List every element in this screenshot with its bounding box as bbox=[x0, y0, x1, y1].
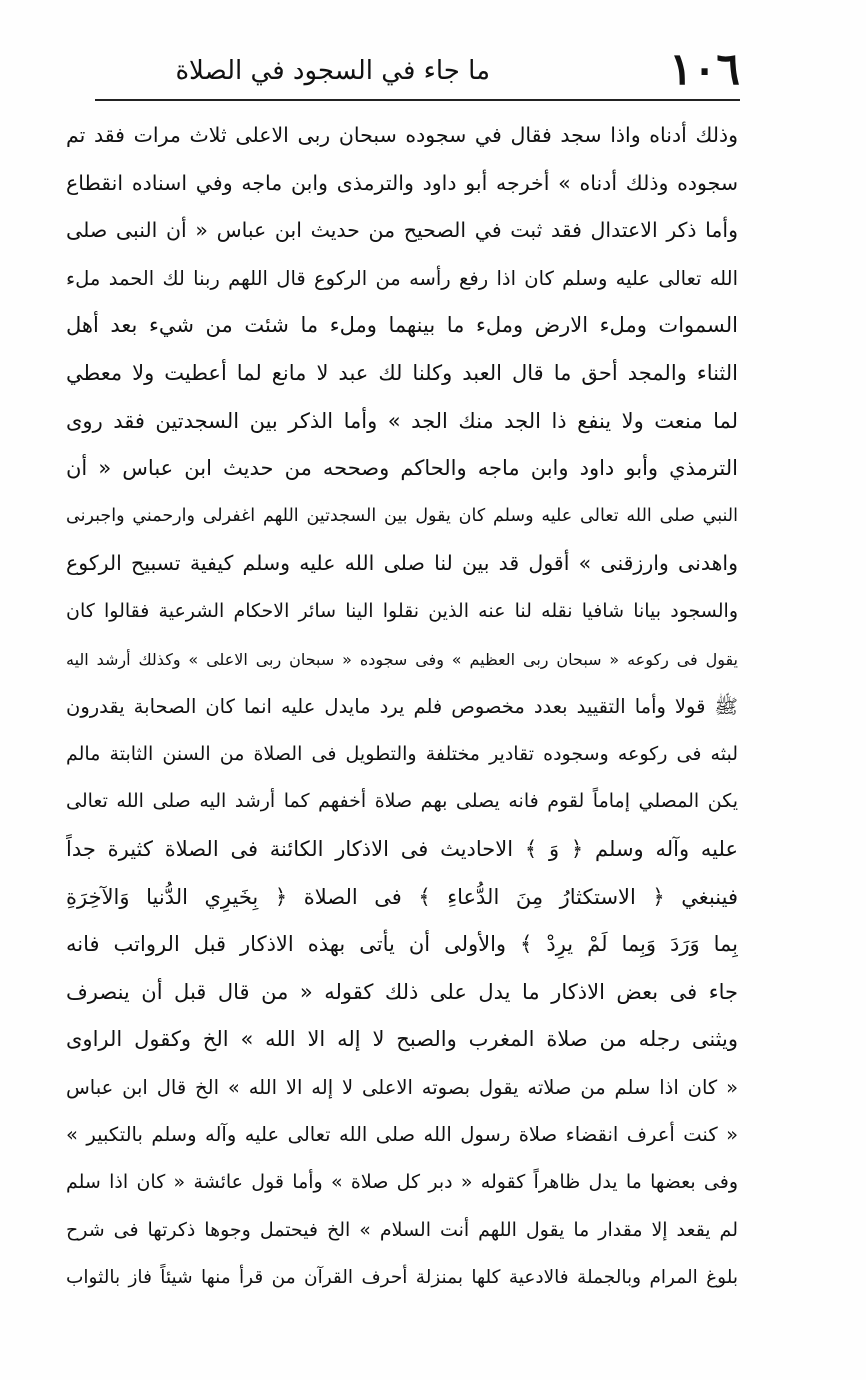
page-header bbox=[95, 40, 740, 100]
text-line: الله تعالى عليه وسلم كان اذا رفع رأسه من الركوع قال اللهم ربنا لك الحمد ملء bbox=[66, 266, 738, 290]
text-line: والسجود بيانا شافيا نقله لنا عنه الذين نقلوا الينا سائر الاحكام الشرعية فقالوا كان bbox=[66, 599, 738, 622]
text-line: وفى بعضها ما يدل ظاهراً كقوله « دبر كل صلاة » وأما قول عائشة « كان اذا سلم bbox=[66, 1171, 738, 1194]
text-line: واهدنى وارزقنى » أقول قد بين لنا صلى الله عليه وسلم كيفية تسبيح الركوع bbox=[66, 551, 738, 576]
header-rule bbox=[95, 99, 740, 101]
text-line: سجوده وذلك أدناه » أخرجه أبو داود والترمذى وابن ماجه وفي اسناده انقطاع bbox=[66, 170, 738, 195]
text-line: الترمذي وأبو داود وابن ماجه والحاكم وصححه من حديث ابن عباس « أن bbox=[66, 456, 738, 481]
text-line: السموات وملء الارض وملء ما بينهما وملء ما شئت من شيء بعد أهل bbox=[66, 313, 738, 338]
text-line: يكن المصلي إماماً لقوم فانه يصلى بهم صلاة أخفهم كما أرشد اليه صلى الله تعالى bbox=[66, 790, 738, 813]
text-line: ويثنى رجله من صلاة المغرب والصبح لا إله الا الله » الخ وكقول الراوى bbox=[66, 1027, 738, 1052]
text-line: فينبغي ﴿ الاستكثارُ مِنَ الدُّعاءِ ﴾ فى الصلاة ﴿ بِخَيرِي الدُّنيا وَالآخِرَةِ bbox=[66, 884, 738, 909]
text-line: لبثه فى ركوعه وسجوده تقادير مختلفة والتطويل فى الصلاة من السنن الثابتة مالم bbox=[66, 742, 738, 765]
text-line: وذلك أدناه واذا سجد فقال في سجوده سبحان ربى الاعلى ثلاث مرات فقد تم bbox=[66, 123, 738, 147]
text-line: يقول فى ركوعه « سبحان ربى العظيم » وفى سجوده « سبحان ربى الاعلى » وكذلك أرشد اليه bbox=[66, 649, 738, 669]
text-line: وأما ذكر الاعتدال فقد ثبت في الصحيح من حديث ابن عباس « أن النبى صلى bbox=[66, 218, 738, 243]
running-title: ما جاء في السجود في الصلاة bbox=[175, 56, 490, 86]
text-line: لما منعت ولا ينفع ذا الجد منك الجد » وأما الذكر بين السجدتين فقد روى bbox=[66, 408, 738, 433]
text-line: النبي صلى الله تعالى عليه وسلم كان يقول بين السجدتين اللهم اغفرلى وارحمني واجبرنى bbox=[66, 505, 738, 526]
text-line: جاء فى بعض الاذكار ما يدل على ذلك كقوله « من قال قبل أن ينصرف bbox=[66, 979, 738, 1004]
text-line: ﷺ قولا وأما التقييد بعدد مخصوص فلم يرد مايدل عليه انما كان الصحابة يقدرون bbox=[66, 695, 738, 719]
text-line: عليه وآله وسلم ﴿ وَ ﴾ الاحاديث فى الاذكار الكائنة فى الصلاة كثيرة جداً bbox=[66, 836, 738, 861]
body-text bbox=[66, 112, 738, 1302]
text-line: الثناء والمجد أحق ما قال العبد وكلنا لك عبد لا مانع لما أعطيت ولا معطي bbox=[66, 360, 738, 385]
text-line: بِما وَرَدَ وَبِما لَمْ يرِدْ ﴾ والأولى أن يأتى بهذه الاذكار قبل الرواتب فانه bbox=[66, 932, 738, 957]
text-line: « كان اذا سلم من صلاته يقول بصوته الاعلى لا إله الا الله » الخ قال ابن عباس bbox=[66, 1075, 738, 1099]
text-line: بلوغ المرام وبالجملة فالادعية كلها بمنزلة أحرف القرآن من قرأ منها شيئاً فاز بالثواب bbox=[66, 1267, 738, 1289]
text-line: « كنت أعرف انقضاء صلاة رسول الله صلى الله تعالى عليه وآله وسلم بالتكبير » bbox=[66, 1123, 738, 1147]
page-number: ١٠٦ bbox=[669, 44, 740, 95]
text-line: لم يقعد إلا مقدار ما يقول اللهم أنت السلام » الخ فيحتمل وجوها ذكرتها فى شرح bbox=[66, 1218, 738, 1241]
